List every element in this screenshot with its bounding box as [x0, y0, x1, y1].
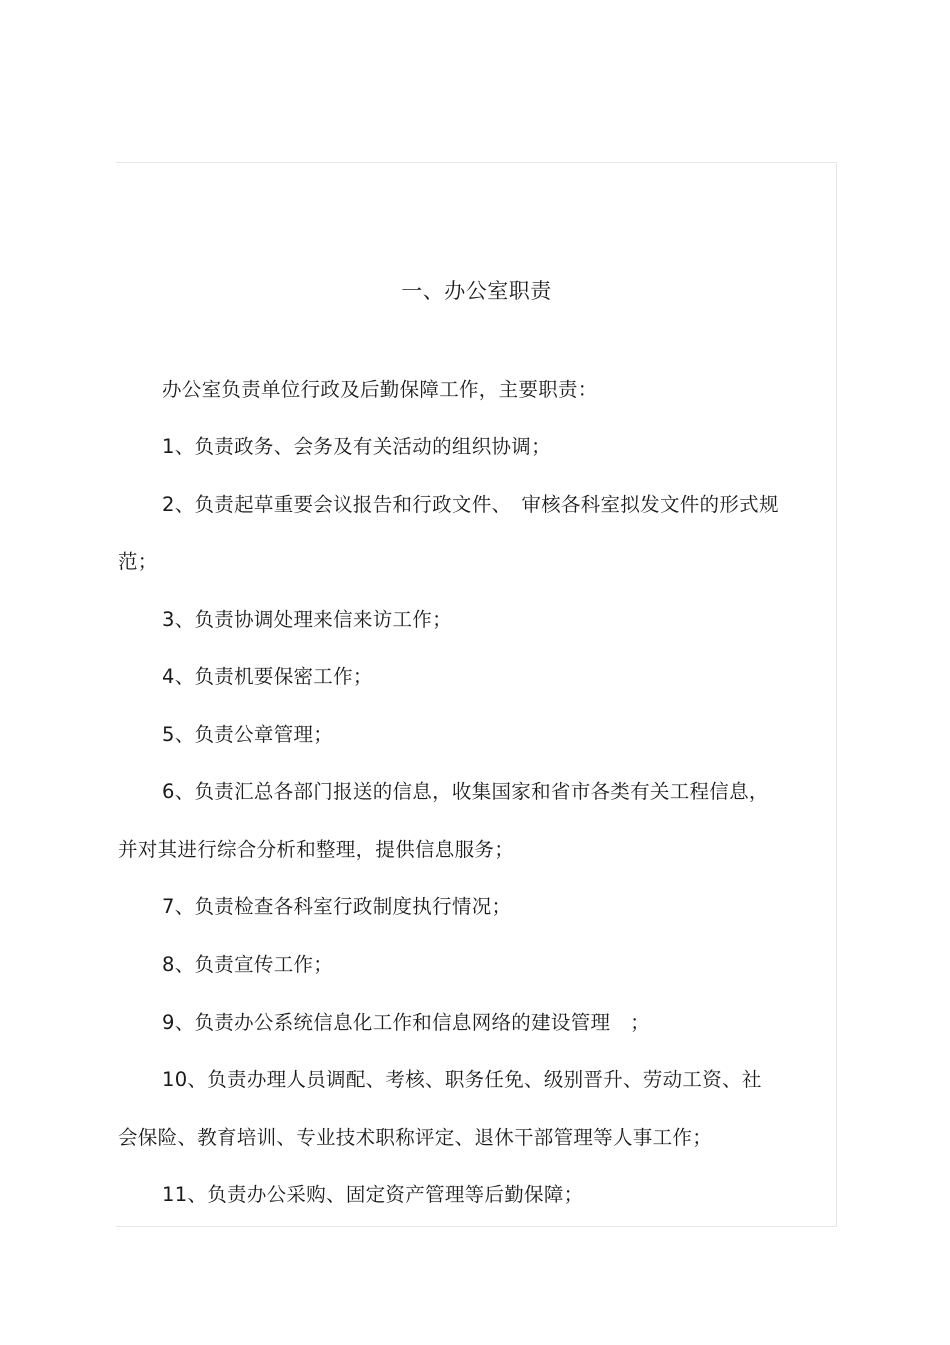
- duty-item-3: 3、负责协调处理来信来访工作；: [162, 608, 452, 631]
- duty-item-6-continued: 并对其进行综合分析和整理，提供信息服务；: [118, 838, 515, 861]
- duty-item-9: 9、负责办公系统信息化工作和信息网络的建设管理 ；: [162, 1011, 650, 1034]
- intro-paragraph: 办公室负责单位行政及后勤保障工作，主要职责：: [162, 378, 598, 401]
- document-title: 一、办公室职责: [401, 279, 552, 303]
- duty-item-1: 1、负责政务、会务及有关活动的组织协调；: [162, 435, 551, 458]
- duty-item-7: 7、负责检查各科室行政制度执行情况；: [162, 895, 512, 918]
- duty-item-5: 5、负责公章管理；: [162, 723, 334, 746]
- duty-item-8: 8、负责宣传工作；: [162, 953, 334, 976]
- duty-item-10: 10、负责办理人员调配、考核、职务任免、级别晋升、劳动工资、社: [162, 1068, 762, 1091]
- duty-item-10-continued: 会保险、教育培训、专业技术职称评定、退休干部管理等人事工作；: [118, 1126, 713, 1149]
- duty-item-2-continued: 范；: [118, 550, 158, 573]
- duty-item-4: 4、负责机要保密工作；: [162, 665, 373, 688]
- duty-item-2: 2、负责起草重要会议报告和行政文件、 审核各科室拟发文件的形式规: [162, 493, 779, 516]
- duty-item-6: 6、负责汇总各部门报送的信息，收集国家和省市各类有关工程信息，: [162, 780, 769, 803]
- duty-item-11: 11、负责办公采购、固定资产管理等后勤保障；: [162, 1183, 584, 1206]
